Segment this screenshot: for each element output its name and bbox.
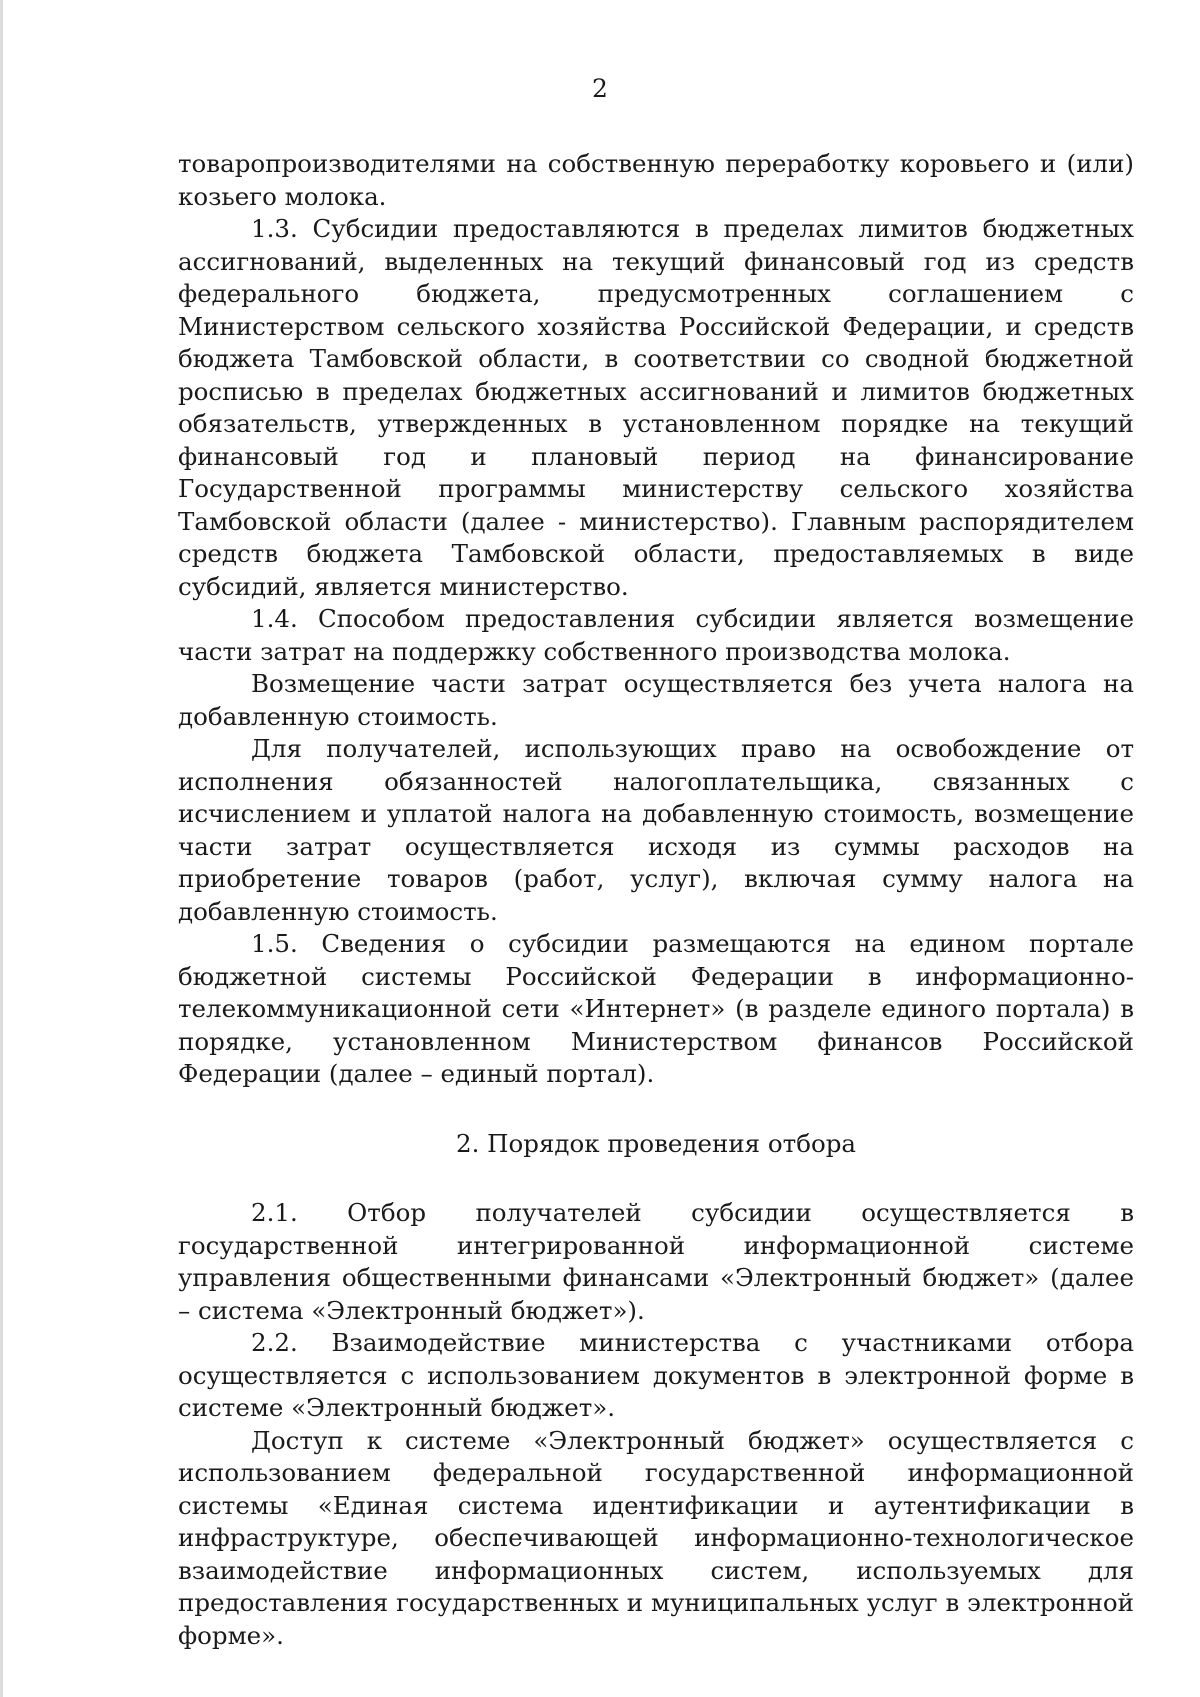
paragraph-vat-exclusion: Возмещение части затрат осуществляется без учета налога на добавленную стоимость.	[178, 669, 1134, 731]
document-body	[178, 148, 1134, 1652]
paragraph-1-3: 1.3. Субсидии предоставляются в пределах лимитов бюджетных ассигнований, выделенных на текущий финансовый год из средств федерального бюджета, предусмотренных соглашением с Министерством сельского хозяйства Российской Федерации, и средств бюджета Тамбовской области, в соответствии со сводной бюджетной росписью в пределах бюджетных ассигнований и лимитов бюджетных обязательств, утвержденных в установленном порядке на текущий финансовый год и плановый период на финансирование Государственной программы министерству сельского хозяйства Тамбовской области (далее - министерство). Главным распорядителем средств бюджета Тамбовской области, предоставляемых в виде субсидий, является министерство.	[178, 214, 1134, 601]
paragraph-access: Доступ к системе «Электронный бюджет» осуществляется с использованием федеральной государственной информационной системы «Единая система идентификации и аутентификации в инфраструктуре, обеспечивающей информационно-технологическое взаимодействие информационных систем, используемых для предоставления государственных и муниципальных услуг в электронной форме».	[178, 1425, 1134, 1650]
paragraph-2-1: 2.1. Отбор получателей субсидии осуществляется в государственной интегрированной информационной системе управления общественными финансами «Электронный бюджет» (далее – система «Электронный бюджет»).	[178, 1198, 1134, 1325]
section-title: 2. Порядок проведения отбора	[456, 1128, 856, 1158]
page-number: 2	[592, 74, 608, 103]
paragraph-vat-exempt: Для получателей, использующих право на освобождение от исполнения обязанностей налогоплательщика, связанных с исчислением и уплатой налога на добавленную стоимость, возмещение части затрат осуществляется исходя из суммы расходов на приобретение товаров (работ, услуг), включая сумму налога на добавленную стоимость.	[178, 734, 1134, 926]
paragraph-2-2: 2.2. Взаимодействие министерства с участниками отбора осуществляется с использованием документов в электронной форме в системе «Электронный бюджет».	[178, 1328, 1134, 1422]
paragraph-continuation: товаропроизводителями на собственную переработку коровьего и (или) козьего молока.	[178, 149, 1134, 211]
paragraph-1-5: 1.5. Сведения о субсидии размещаются на едином портале бюджетной системы Российской Федерации в информационно-телекоммуникационной сети «Интернет» (в разделе единого портала) в порядке, установленном Министерством финансов Российской Федерации (далее – единый портал).	[178, 929, 1134, 1088]
paragraph-1-4: 1.4. Способом предоставления субсидии является возмещение части затрат на поддержку собственного производства молока.	[178, 604, 1134, 666]
scan-edge	[0, 0, 3, 1697]
